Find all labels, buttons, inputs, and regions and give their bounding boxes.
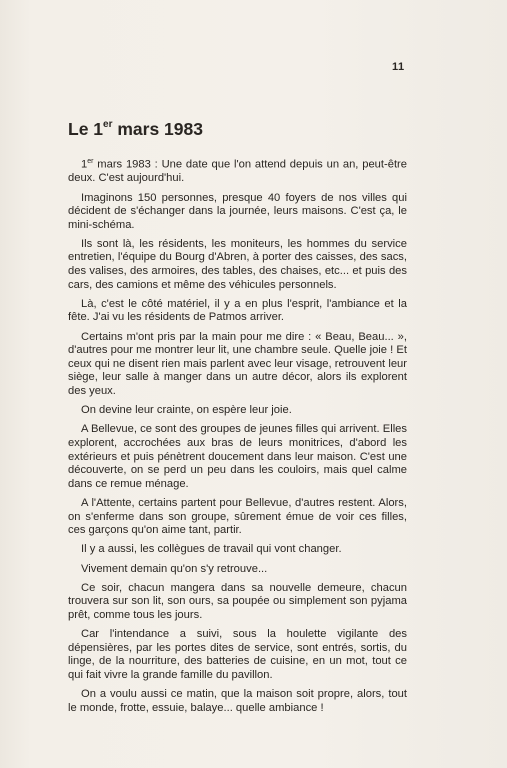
paragraph-1: [68, 155, 407, 186]
paragraph-1-sup: er: [87, 158, 94, 165]
chapter-title-suffix: mars 1983: [112, 119, 203, 139]
paragraph: A l'Attente, certains partent pour Bellevue, d'autres restent. Alors, on s'enferme dans son groupe, sûrement émue de voir ces filles, ces garçons qu'on aime tant, partir.: [68, 496, 407, 537]
chapter-title-sup: er: [103, 119, 113, 131]
paragraph: Là, c'est le côté matériel, il y a en plus l'esprit, l'ambiance et la fête. J'ai vu les résidents de Patmos arriver.: [68, 297, 407, 324]
paragraph: Ils sont là, les résidents, les moniteurs, les hommes du service entretien, l'équipe du Bourg d'Abren, à porter des caisses, des sacs, des valises, des armoires, des tables, des chaises, etc... et puis des cars, des camions et même des véhicules personnels.: [68, 237, 407, 291]
paragraph-1-number: 1: [81, 158, 88, 171]
paragraph-1-text: mars 1983 : Une date que l'on attend depuis un an, peut-être deux. C'est aujourd'hui.: [68, 158, 407, 185]
paragraph: Car l'intendance a suivi, sous la houlette vigilante des dépensières, par les portes dites de service, sont entrés, sortis, du linge, de la nourriture, des batteries de cuisine, en un mot, tout ce qui fait vivre la grande famille du pavillon.: [68, 628, 407, 681]
paragraph: A Bellevue, ce sont des groupes de jeunes filles qui arrivent. Elles explorent, accrochées aux bras de leurs monitrices, d'abord les extérieurs et puis pénètrent doucement dans leur maison. C'est une découverte, on se perd un peu dans les couloirs, mais quel calme dans ce remue ménage.: [68, 423, 407, 490]
paragraph: Ce soir, chacun mangera dans sa nouvelle demeure, chacun trouvera sur son lit, son ours, sa poupée ou simplement son pyjama prêt, comme tous les jours.: [68, 581, 407, 621]
paragraph: Il y a aussi, les collègues de travail qui vont changer.: [81, 543, 342, 556]
paragraph: Imaginons 150 personnes, presque 40 foyers de nos villes qui décident de s'échanger dans la journée, leurs maisons. C'est ça, le mini-schéma.: [68, 191, 407, 231]
chapter-title-prefix: Le 1: [68, 119, 104, 139]
paragraph: Certains m'ont pris par la main pour me dire : « Beau, Beau... », d'autres pour me montrer leur lit, une chambre seule. Quelle joie ! Et ceux qui ne disent rien mais parlent avec leur visage, retrouvent leur siège, leur salle à manger dans un autre décor, alors ils explorent des yeux.: [68, 330, 407, 398]
chapter-title: [68, 119, 203, 140]
paragraph: On a voulu aussi ce matin, que la maison soit propre, alors, tout le monde, frotte, essuie, balaye... quelle ambiance !: [68, 688, 407, 714]
paragraph: Vivement demain qu'on s'y retrouve...: [81, 562, 268, 575]
body-text: [68, 155, 407, 721]
paragraph: On devine leur crainte, on espère leur joie.: [81, 404, 292, 417]
page-number: 11: [392, 61, 405, 73]
